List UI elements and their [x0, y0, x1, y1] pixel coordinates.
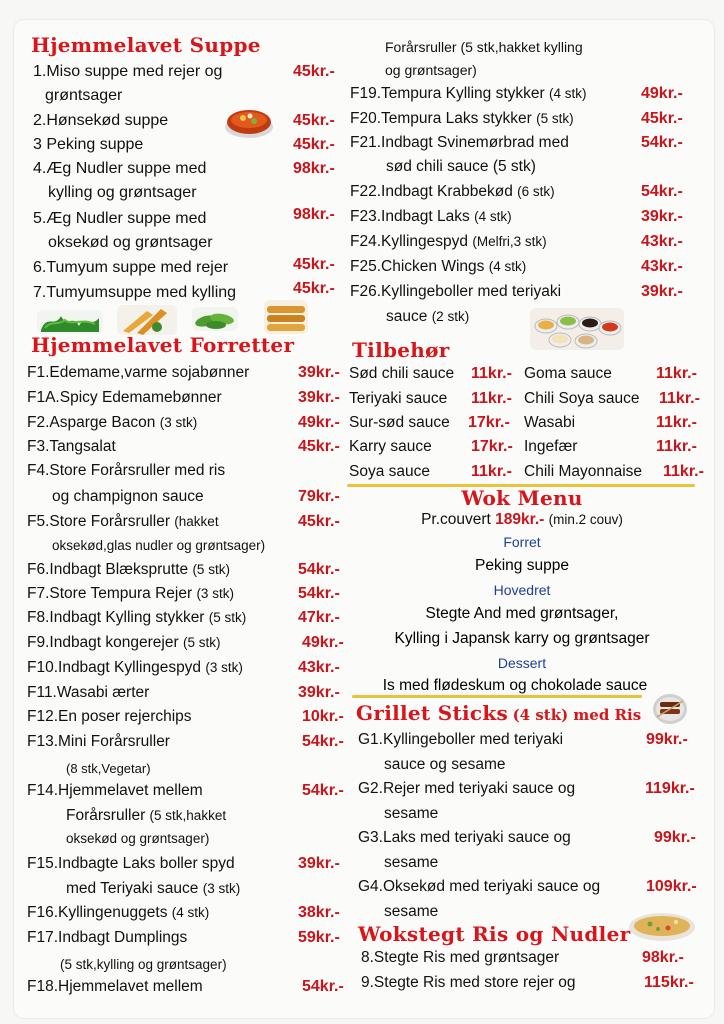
soup-bowl-photo: [223, 103, 275, 141]
f14-price: 54kr.-: [302, 782, 344, 799]
f16-name: F16.Kyllingenuggets: [27, 904, 168, 921]
f8-row: [27, 608, 246, 627]
wok-couvert-label: Pr.couvert: [421, 511, 491, 528]
grill-heading-main: Grillet Sticks: [356, 701, 509, 725]
f23-name: F23.Indbagt Laks: [350, 208, 470, 225]
f5-size: (hakket: [174, 514, 219, 529]
side-7-name: Karry sauce: [349, 438, 432, 455]
grill-sticks-photo: [652, 693, 688, 725]
f25-name: F25.Chicken Wings: [350, 258, 485, 275]
f1-name: F1.Edemame,varme sojabønner: [27, 364, 250, 381]
f20-price: 45kr.-: [641, 110, 683, 127]
side-7-price: 17kr.-: [471, 438, 513, 455]
soup-6-line1: 6.Tumyum suppe med rejer: [33, 259, 229, 276]
f18-line3: og grøntsager): [385, 62, 477, 78]
wok-heading: Wok Menu: [461, 486, 583, 510]
f7-row: [27, 584, 234, 603]
f5-name: F5.Store Forårsruller: [27, 513, 170, 530]
side-1-price: 11kr.-: [471, 365, 512, 382]
f5-line2: oksekød,glas nudler og grøntsager): [52, 538, 266, 553]
f6-row: [27, 560, 230, 579]
g3-price: 99kr.-: [654, 829, 696, 846]
side-4-name: Chili Soya sauce: [524, 390, 640, 407]
f5-price: 45kr.-: [298, 513, 340, 530]
f6-price: 54kr.-: [298, 561, 340, 578]
f13-line1: F13.Mini Forårsruller: [27, 733, 170, 750]
f13-price: 54kr.-: [302, 733, 344, 750]
grill-heading: [356, 701, 641, 725]
f18-name2: Forårsruller: [385, 39, 457, 55]
side-5-name: Sur-sød sauce: [349, 414, 450, 431]
f2-price: 49kr.-: [298, 414, 340, 431]
f12-price: 10kr.-: [302, 708, 344, 725]
g2-price: 119kr.-: [645, 780, 695, 797]
f22-price: 54kr.-: [641, 183, 683, 200]
side-3-name: Teriyaki sauce: [349, 390, 448, 407]
f14-line3: oksekød og grøntsager): [66, 831, 210, 846]
g3-line2: sesame: [384, 854, 439, 871]
f2-row: [27, 413, 197, 432]
side-6-price: 11kr.-: [656, 414, 697, 431]
f19-row: [350, 84, 587, 103]
tempura-shrimp-photo: [117, 305, 177, 335]
f4-price: 79kr.-: [298, 488, 340, 505]
g4-line1: G4.Oksekød med teriyaki sauce og: [358, 878, 601, 895]
f16-size: (4 stk): [171, 905, 210, 920]
f23-row: [350, 207, 512, 226]
edamame-photo: [192, 307, 238, 331]
f13-line2: (8 stk,Vegetar): [66, 761, 151, 776]
f18-size: (5 stk,hakket kylling: [460, 39, 583, 55]
starters-heading: Hjemmelavet Forretter: [31, 333, 295, 357]
f21-price: 54kr.-: [641, 134, 683, 151]
f24-name: F24.Kyllingespyd: [350, 233, 469, 250]
g4-price: 109kr.-: [646, 878, 697, 895]
wok-forret-item: Peking suppe: [475, 557, 569, 574]
f9-size: (5 stk): [182, 635, 221, 650]
f14-line1: F14.Hjemmelavet mellem: [27, 782, 203, 799]
f21-line2: sød chili sauce (5 stk): [386, 158, 536, 175]
soup-7-line1: 7.Tumyumsuppe med kylling: [33, 284, 237, 301]
f20-name: F20.Tempura Laks stykker: [350, 110, 532, 127]
f10-name: F10.Indbagt Kyllingespyd: [27, 659, 202, 676]
f23-price: 39kr.-: [641, 208, 683, 225]
wok-forret-label: Forret: [503, 534, 541, 550]
f26-price: 39kr.-: [641, 283, 683, 300]
f15-size: (3 stk): [202, 881, 241, 896]
soup-1-line1: 1.Miso suppe med rejer og: [33, 63, 223, 80]
f11-price: 39kr.-: [298, 684, 340, 701]
f9-row: [27, 633, 220, 652]
f19-name: F19.Tempura Kylling stykker: [350, 85, 545, 102]
f26-name2: sauce: [386, 308, 428, 325]
f10-size: (3 stk): [205, 660, 243, 675]
soup-3-line1: 3 Peking suppe: [33, 136, 144, 153]
sides-heading: Tilbehør: [352, 338, 450, 362]
f16-row: [27, 903, 209, 922]
f1a-price: 39kr.-: [298, 389, 340, 406]
fried-9-name: 9.Stegte Ris med store rejer og: [361, 974, 576, 991]
f7-price: 54kr.-: [298, 585, 340, 602]
soup-5-price: 98kr.-: [293, 206, 335, 223]
g3-line1: G3.Laks med teriyaki sauce og: [358, 829, 571, 846]
f10-price: 43kr.-: [298, 659, 340, 676]
f1-price: 39kr.-: [298, 364, 340, 381]
f12-name: F12.En poser rejerchips: [27, 708, 192, 725]
wok-couvert: [347, 511, 697, 529]
side-9-name: Soya sauce: [349, 463, 430, 480]
f25-row: [350, 257, 526, 276]
f7-name: F7.Store Tempura Rejer: [27, 585, 193, 602]
side-8-price: 11kr.-: [656, 438, 697, 455]
f4-line1: F4.Store Forårsruller med ris: [27, 462, 226, 479]
soup-heading: Hjemmelavet Suppe: [31, 33, 261, 57]
g2-line1: G2.Rejer med teriyaki sauce og: [358, 780, 576, 797]
f2-name: F2.Asparge Bacon: [27, 414, 156, 431]
f18-line2: [385, 38, 583, 57]
soup-3-price: 45kr.-: [293, 136, 335, 153]
wok-dessert-item: Is med flødeskum og chokolade sauce: [382, 677, 648, 694]
f22-name: F22.Indbagt Krabbekød: [350, 183, 513, 200]
soup-5-line1: 5.Æg Nudler suppe med: [33, 210, 207, 227]
f15-line2: [66, 879, 240, 898]
g2-line2: sesame: [384, 805, 439, 822]
f26-size: (2 stk): [431, 309, 470, 324]
side-6-name: Wasabi: [524, 414, 576, 431]
f19-price: 49kr.-: [641, 85, 683, 102]
soup-4-price: 98kr.-: [293, 160, 335, 177]
f6-name: F6.Indbagt Blæksprutte: [27, 561, 189, 578]
f23-size: (4 stk): [474, 209, 512, 224]
f15-name2: med Teriyaki sauce: [66, 880, 199, 897]
wok-dessert-label: Dessert: [497, 655, 547, 671]
f14-line2: [66, 806, 226, 825]
g4-line2: sesame: [384, 903, 439, 920]
g1-price: 99kr.-: [646, 731, 688, 748]
side-3-price: 11kr.-: [471, 390, 512, 407]
fried-8-name: 8.Stegte Ris med grøntsager: [361, 949, 560, 966]
wok-couvert-note: (min.2 couv): [548, 512, 623, 527]
wok-hovedret-label: Hovedret: [493, 582, 551, 598]
f17-line1: F17.Indbagt Dumplings: [27, 929, 188, 946]
side-4-price: 11kr.-: [659, 390, 700, 407]
f17-line2: (5 stk,kylling og grøntsager): [60, 957, 227, 972]
wok-hovedret-2: Kylling i Japansk karry og grøntsager: [394, 630, 650, 647]
f6-size: (5 stk): [192, 562, 230, 577]
f8-size: (5 stk): [208, 610, 247, 625]
soup-4-line1: 4.Æg Nudler suppe med: [33, 160, 207, 177]
g1-line2: sauce og sesame: [384, 756, 506, 773]
f14-size: (5 stk,hakket: [149, 808, 227, 823]
side-2-price: 11kr.-: [656, 365, 697, 382]
f18-price: 54kr.-: [302, 978, 344, 995]
f18-line1: F18.Hjemmelavet mellem: [27, 978, 203, 995]
f7-size: (3 stk): [196, 586, 234, 601]
f9-name: F9.Indbagt kongerejer: [27, 634, 179, 651]
side-10-price: 11kr.-: [663, 463, 704, 480]
f19-size: (4 stk): [549, 86, 587, 101]
f3-price: 45kr.-: [298, 438, 340, 455]
f25-price: 43kr.-: [641, 258, 683, 275]
f25-size: (4 stk): [488, 259, 527, 274]
f5-line1: [27, 512, 219, 531]
soup-2-line1: 2.Hønsekød suppe: [33, 112, 169, 129]
f16-price: 38kr.-: [298, 904, 340, 921]
f14-name2: Forårsruller: [66, 807, 146, 824]
wok-hovedret-1: Stegte And med grøntsager,: [425, 605, 619, 622]
soup-1-price: 45kr.-: [293, 63, 335, 80]
side-1-name: Sød chili sauce: [349, 365, 455, 382]
f1a-name: F1A.Spicy Edemamebønner: [27, 389, 222, 406]
f15-line1: F15.Indbagte Laks boller spyd: [27, 855, 235, 872]
f3-name: F3.Tangsalat: [27, 438, 116, 455]
f10-row: [27, 658, 243, 677]
soup-5-line2: oksekød og grøntsager: [48, 234, 213, 251]
f8-price: 47kr.-: [298, 609, 340, 626]
sauces-photo: [530, 308, 624, 350]
f20-row: [350, 109, 574, 128]
side-8-name: Ingefær: [524, 438, 578, 455]
side-5-price: 17kr.-: [468, 414, 510, 431]
f24-size: (Melfri,3 stk): [472, 234, 547, 249]
divider-rule-2: [352, 695, 642, 698]
g1-line1: G1.Kyllingeboller med teriyaki: [358, 731, 564, 748]
f20-size: (5 stk): [536, 111, 574, 126]
f2-size: (3 stk): [159, 415, 198, 430]
soup-4-line2: kylling og grøntsager: [48, 184, 197, 201]
grill-heading-sub: (4 stk) med Ris: [512, 706, 642, 724]
f9-price: 49kr.-: [302, 634, 344, 651]
side-2-name: Goma sauce: [524, 365, 612, 382]
side-9-price: 11kr.-: [471, 463, 512, 480]
soup-2-price: 45kr.-: [293, 112, 335, 129]
seaweed-salad-photo: [37, 310, 103, 334]
f11-name: F11.Wasabi ærter: [27, 684, 150, 701]
wok-couvert-price: 189kr.-: [495, 511, 545, 528]
f24-price: 43kr.-: [641, 233, 683, 250]
f21-line1: F21.Indbagt Svinemørbrad med: [350, 134, 569, 151]
f17-price: 59kr.-: [298, 929, 340, 946]
fried-noodles-photo: [628, 910, 696, 942]
soup-1-line2: grøntsager: [45, 87, 123, 104]
f4-line2: og champignon sauce: [52, 488, 204, 505]
fried-9-price: 115kr.-: [644, 974, 694, 991]
f15-price: 39kr.-: [298, 855, 340, 872]
f22-row: [350, 182, 555, 201]
f22-size: (6 stk): [517, 184, 555, 199]
side-10-name: Chili Mayonnaise: [524, 463, 643, 480]
f26-line2: [386, 307, 469, 326]
soup-7-price: 45kr.-: [293, 280, 335, 297]
fried-heading: Wokstegt Ris og Nudler: [358, 922, 631, 946]
f26-line1: F26.Kyllingeboller med teriyaki: [350, 283, 562, 300]
soup-6-price: 45kr.-: [293, 256, 335, 273]
f24-row: [350, 232, 547, 251]
f8-name: F8.Indbagt Kylling stykker: [27, 609, 205, 626]
fried-8-price: 98kr.-: [642, 949, 684, 966]
spring-rolls-photo: [264, 300, 308, 334]
